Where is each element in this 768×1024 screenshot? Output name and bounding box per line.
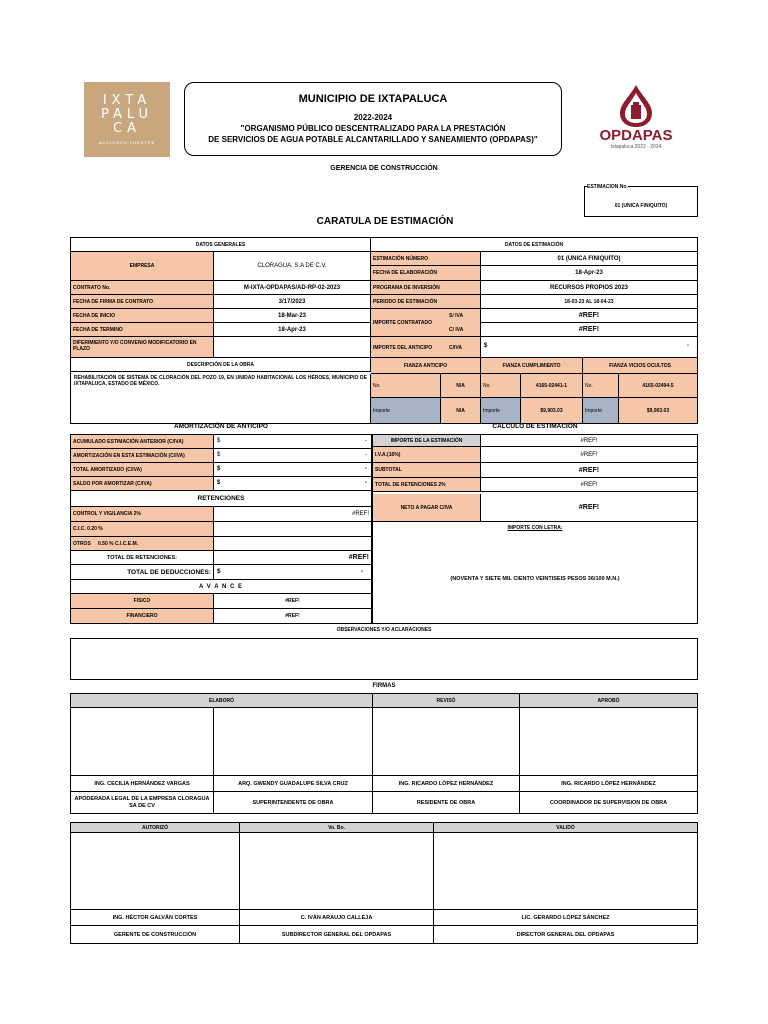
org-line-1: "ORGANISMO PÚBLICO DESCENTRALIZADO PARA LA PRESTACIÓN — [240, 124, 506, 133]
importe-letra-value: (NOVENTA Y SIETE MIL CIENTO VEINTISEIS PESOS 36/100 M.N.) — [450, 576, 620, 582]
periodo-label: PERIODO DE ESTIMACIÓN — [371, 295, 481, 309]
amort-row-label: ACUMULADO ESTIMACIÓN ANTERIOR (C/IVA) — [71, 435, 214, 449]
observaciones-title: OBSERVACIONES Y/O ACLARACIONES — [336, 627, 432, 633]
signature-space — [71, 708, 214, 775]
calc-iva-label: I.V.A.(16%) — [373, 447, 481, 463]
municipio-title: MUNICIPIO DE IXTAPALUCA — [298, 93, 448, 105]
calc-importe-value: #REF! — [481, 435, 697, 447]
amort-row-label: AMORTIZACIÓN EN ESTA ESTIMACIÓN (C/IVA) — [71, 449, 214, 463]
fianza-anticipo-importe: N/A — [441, 398, 481, 423]
amort-row-value: - — [365, 438, 367, 444]
signer-1-name: ING. CECILIA HERNÁNDEZ VARGAS — [71, 775, 214, 792]
financiero-label: FINANCIERO — [71, 609, 214, 623]
fianza-vicios-importe: $9,903.03 — [619, 398, 697, 423]
importe-contratado-label: IMPORTE CONTRATADO — [373, 320, 432, 326]
signer-2-name: ARQ. GWENDY GUADALUPE SILVA CRUZ — [214, 775, 373, 792]
signer-5-name: ING. HÉCTOR GALVÁN CORTES — [71, 909, 240, 926]
calc-retenciones-label: TOTAL DE RETENCIONES 2% — [373, 478, 481, 492]
descripcion-title: DESCRIPCIÓN DE LA OBRA — [71, 358, 371, 372]
estimacion-no-value: 01 (UNICA FINIQUITO) — [614, 203, 668, 209]
siva-value: #REF! — [481, 309, 697, 323]
datos-estimacion-title: DATOS DE ESTIMACIÓN — [371, 238, 697, 252]
fisico-value: #REF! — [214, 594, 372, 609]
inicio-label: FECHA DE INICIO — [71, 309, 214, 323]
amort-row-value: - — [365, 480, 367, 486]
signature-space — [373, 708, 520, 775]
calculo-title: CALCULO DE ESTIMACIÓN — [492, 423, 578, 430]
empresa-value: CLORAGUA, S.A DE C.V. — [214, 252, 371, 281]
fianza-anticipo-no-label: No. — [371, 374, 441, 398]
contrato-value: M-IXTA-OPDAPAS/AD-RP-02-2023 — [214, 281, 371, 295]
autorizo-header: AUTORIZÓ — [71, 823, 240, 833]
fianza-cumplimiento-title: FIANZA CUMPLIMIENTO — [481, 358, 583, 374]
diferimiento-label: DIFERIMIENTO Y/O CONVENIO MODIFICATORIO EN PLAZO — [71, 337, 214, 358]
signer-4-role: COORDINADOR DE SUPERVISION DE OBRA — [549, 799, 668, 806]
importe-letra-label: IMPORTE CON LETRA: — [507, 525, 563, 531]
signer-3-name: ING. RICARDO LÓPEZ HERNÁNDEZ — [373, 775, 520, 792]
caratula-title: CARATULA DE ESTIMACIÓN — [316, 216, 454, 227]
deducciones-value: - — [360, 568, 363, 575]
financiero-value: #REF! — [214, 609, 372, 623]
termino-value: 18-Apr-23 — [214, 323, 371, 337]
signer-2-role: SUPERINTENDENTE DE OBRA — [214, 792, 373, 813]
otros-label: OTROS — [73, 541, 91, 547]
period: 2022-2024 — [353, 113, 393, 122]
fianza-cumplimiento-no: 4165-02441-1 — [521, 374, 583, 398]
anticipo-label: IMPORTE DEL ANTICIPO — [373, 345, 433, 351]
control-value: #REF! — [214, 507, 372, 522]
firma-value: 3/17/2023 — [214, 295, 371, 309]
fisico-label: FISICO — [71, 594, 214, 609]
logo-tagline: ACCIONES FUERTES — [98, 140, 156, 145]
anticipo-value-cell — [481, 337, 697, 358]
calc-iva-value: #REF! — [481, 447, 697, 463]
numero-label: ESTIMACIÓN NÚMERO — [371, 252, 481, 266]
observaciones-box — [70, 638, 698, 680]
calc-subtotal-value: #REF! — [481, 463, 697, 478]
opdapas-sub: Ixtapaluca 2022 - 2024 — [610, 144, 662, 150]
logo-line-2: PALU — [100, 107, 153, 122]
water-drop-icon — [616, 84, 656, 128]
datos-generales-title: DATOS GENERALES — [71, 238, 371, 252]
anticipo-currency: $ — [484, 343, 488, 349]
amort-row-value-cell — [214, 463, 372, 477]
header-title-box — [184, 82, 562, 156]
estimacion-no-box — [584, 186, 698, 217]
logo-line-3: CA — [113, 121, 141, 136]
fianza-cumplimiento-no-label: No. — [481, 374, 521, 398]
numero-value: 01 (UNICA FINIQUITO) — [481, 252, 697, 266]
fianza-anticipo-title: FIANZA ANTICIPO — [371, 358, 481, 374]
deducciones-currency: $ — [217, 568, 221, 575]
otros-value — [214, 537, 372, 551]
total-deducciones-cell — [214, 565, 372, 580]
reviso-header: REVISÓ — [373, 694, 520, 708]
logo-line-1: IXTA — [102, 93, 152, 108]
vobo-header: Vo. Bo. — [240, 823, 434, 833]
amort-row-value: - — [365, 466, 367, 472]
inicio-value: 18-Mar-23 — [214, 309, 371, 323]
opdapas-logo — [588, 84, 684, 154]
calc-retenciones-value: #REF! — [481, 478, 697, 492]
civa-value: #REF! — [481, 323, 697, 337]
aprobo-header: APROBÓ — [520, 694, 697, 708]
signer-5-role: GERENTE DE CONSTRUCCIÓN — [71, 926, 240, 943]
importe-contratado-cell — [371, 309, 481, 337]
amort-row-value: - — [365, 452, 367, 458]
total-retenciones-value: #REF! — [214, 551, 372, 565]
calc-neto-value: #REF! — [481, 494, 697, 522]
signer-3-role: RESIDENTE DE OBRA — [373, 792, 520, 813]
control-label: CONTROL Y VIGILANCIA 2% — [71, 507, 214, 522]
firma-label: FECHA DE FIRMA DE CONTRATO — [71, 295, 214, 309]
amort-row-currency: $ — [217, 438, 221, 444]
total-deducciones-label: TOTAL DE DEDUCCIONES: — [71, 565, 214, 580]
org-line-2: DE SERVICIOS DE AGUA POTABLE ALCANTARILLADO Y SANEAMIENTO (OPDAPAS)" — [208, 135, 538, 144]
fianza-vicios-no-label: No. — [583, 374, 619, 398]
gerencia-label: GERENCIA DE CONSTRUCCIÓN — [330, 165, 438, 172]
fianza-cumplimiento-importe-label: Importe — [481, 398, 521, 423]
programa-value: RECURSOS PROPIOS 2023 — [481, 281, 697, 295]
termino-label: FECHA DE TERMINO — [71, 323, 214, 337]
signature-space — [71, 833, 240, 909]
fianza-vicios-title: FIANZA VICIOS OCULTOS — [583, 358, 697, 374]
programa-label: PROGRAMA DE INVERSIÓN — [371, 281, 481, 295]
calc-importe-label: IMPORTE DE LA ESTIMACIÓN — [373, 435, 481, 447]
diferimiento-value — [214, 337, 371, 358]
amort-row-label: SALDO POR AMORTIZAR (C/IVA) — [71, 477, 214, 491]
elaboracion-label: FECHA DE ELABORACIÓN — [371, 266, 481, 281]
fianza-anticipo-importe-label: Importe — [371, 398, 441, 423]
civa-label: C/ IVA — [449, 327, 464, 333]
calc-subtotal-label: SUBTOTAL — [373, 463, 481, 478]
calc-neto-label: NETO A PAGAR C/IVA — [373, 494, 481, 522]
total-retenciones-label: TOTAL DE RETENCIONES: — [71, 551, 214, 565]
signer-6-name: C. IVÁN ARAUJO CALLEJA — [240, 909, 434, 926]
anticipo-civa-label: C/IVA — [449, 345, 462, 351]
signer-7-name: LIC. GERARDO LÓPEZ SÁNCHEZ — [434, 909, 697, 926]
signature-space — [240, 833, 434, 909]
elaboracion-value: 18-Apr-23 — [481, 266, 697, 281]
signer-1-role: APODERADA LEGAL DE LA EMPRESA CLORAGUA SA DE CV — [71, 792, 214, 813]
periodo-value: 18-03-23 AL 18-04-23 — [481, 295, 697, 309]
descripcion-text: REHABILITACIÓN DE SISTEMA DE CLORACIÓN DEL POZO 19, EN UNIDAD HABITACIONAL LOS HÉROES, MUNICIPIO DE IXTAPALUCA, ESTADO DE MÉXICO. — [71, 374, 371, 424]
elaboro-header: ELABORÓ — [71, 694, 373, 708]
valido-header: VALIDÓ — [434, 823, 697, 833]
avance-title: A V A N C E — [71, 580, 372, 594]
cic-label: C.I.C. 0.20 % — [71, 522, 214, 537]
otros-detail: 0.50 % C.I.C.E.M. — [98, 541, 139, 547]
signer-7-role: DIRECTOR GENERAL DEL OPDAPAS — [516, 931, 615, 938]
anticipo-cell — [371, 337, 481, 358]
amort-row-value-cell — [214, 477, 372, 491]
amort-row-currency: $ — [217, 480, 221, 486]
amort-row-label: TOTAL AMORTIZADO (C/IVA) — [71, 463, 214, 477]
amort-row-currency: $ — [217, 452, 221, 458]
signer-6-role: SUBDIRECTOR GENERAL DEL OPDAPAS — [240, 926, 434, 943]
amort-row-value-cell — [214, 435, 372, 449]
firmas-title: FIRMAS — [372, 683, 396, 689]
signature-space — [214, 708, 373, 775]
estimacion-no-label: ESTIMACION No. — [587, 184, 628, 190]
anticipo-value: - — [687, 343, 689, 349]
amort-row-value-cell — [214, 449, 372, 463]
amort-row-currency: $ — [217, 466, 221, 472]
fianza-anticipo-no: N/A — [441, 374, 481, 398]
fianza-vicios-no: 4165-02494-5 — [619, 374, 697, 398]
opdapas-name: OPDAPAS — [599, 127, 673, 144]
amortizacion-title: AMORTIZACIÓN DE ANTICIPO — [173, 423, 268, 430]
fianza-vicios-importe-label: Importe — [583, 398, 619, 423]
signer-4-name: ING. RICARDO LÓPEZ HERNÁNDEZ — [520, 775, 697, 792]
retenciones-title: RETENCIONES — [71, 491, 372, 507]
contrato-label: CONTRATO No. — [71, 281, 214, 295]
fianza-cumplimiento-importe: $9,903.03 — [521, 398, 583, 423]
siva-label: S/ IVA — [449, 313, 464, 319]
otros-cell — [71, 537, 214, 551]
empresa-label: EMPRESA — [71, 252, 214, 281]
ixtapaluca-logo — [84, 82, 170, 157]
cic-value — [214, 522, 372, 537]
